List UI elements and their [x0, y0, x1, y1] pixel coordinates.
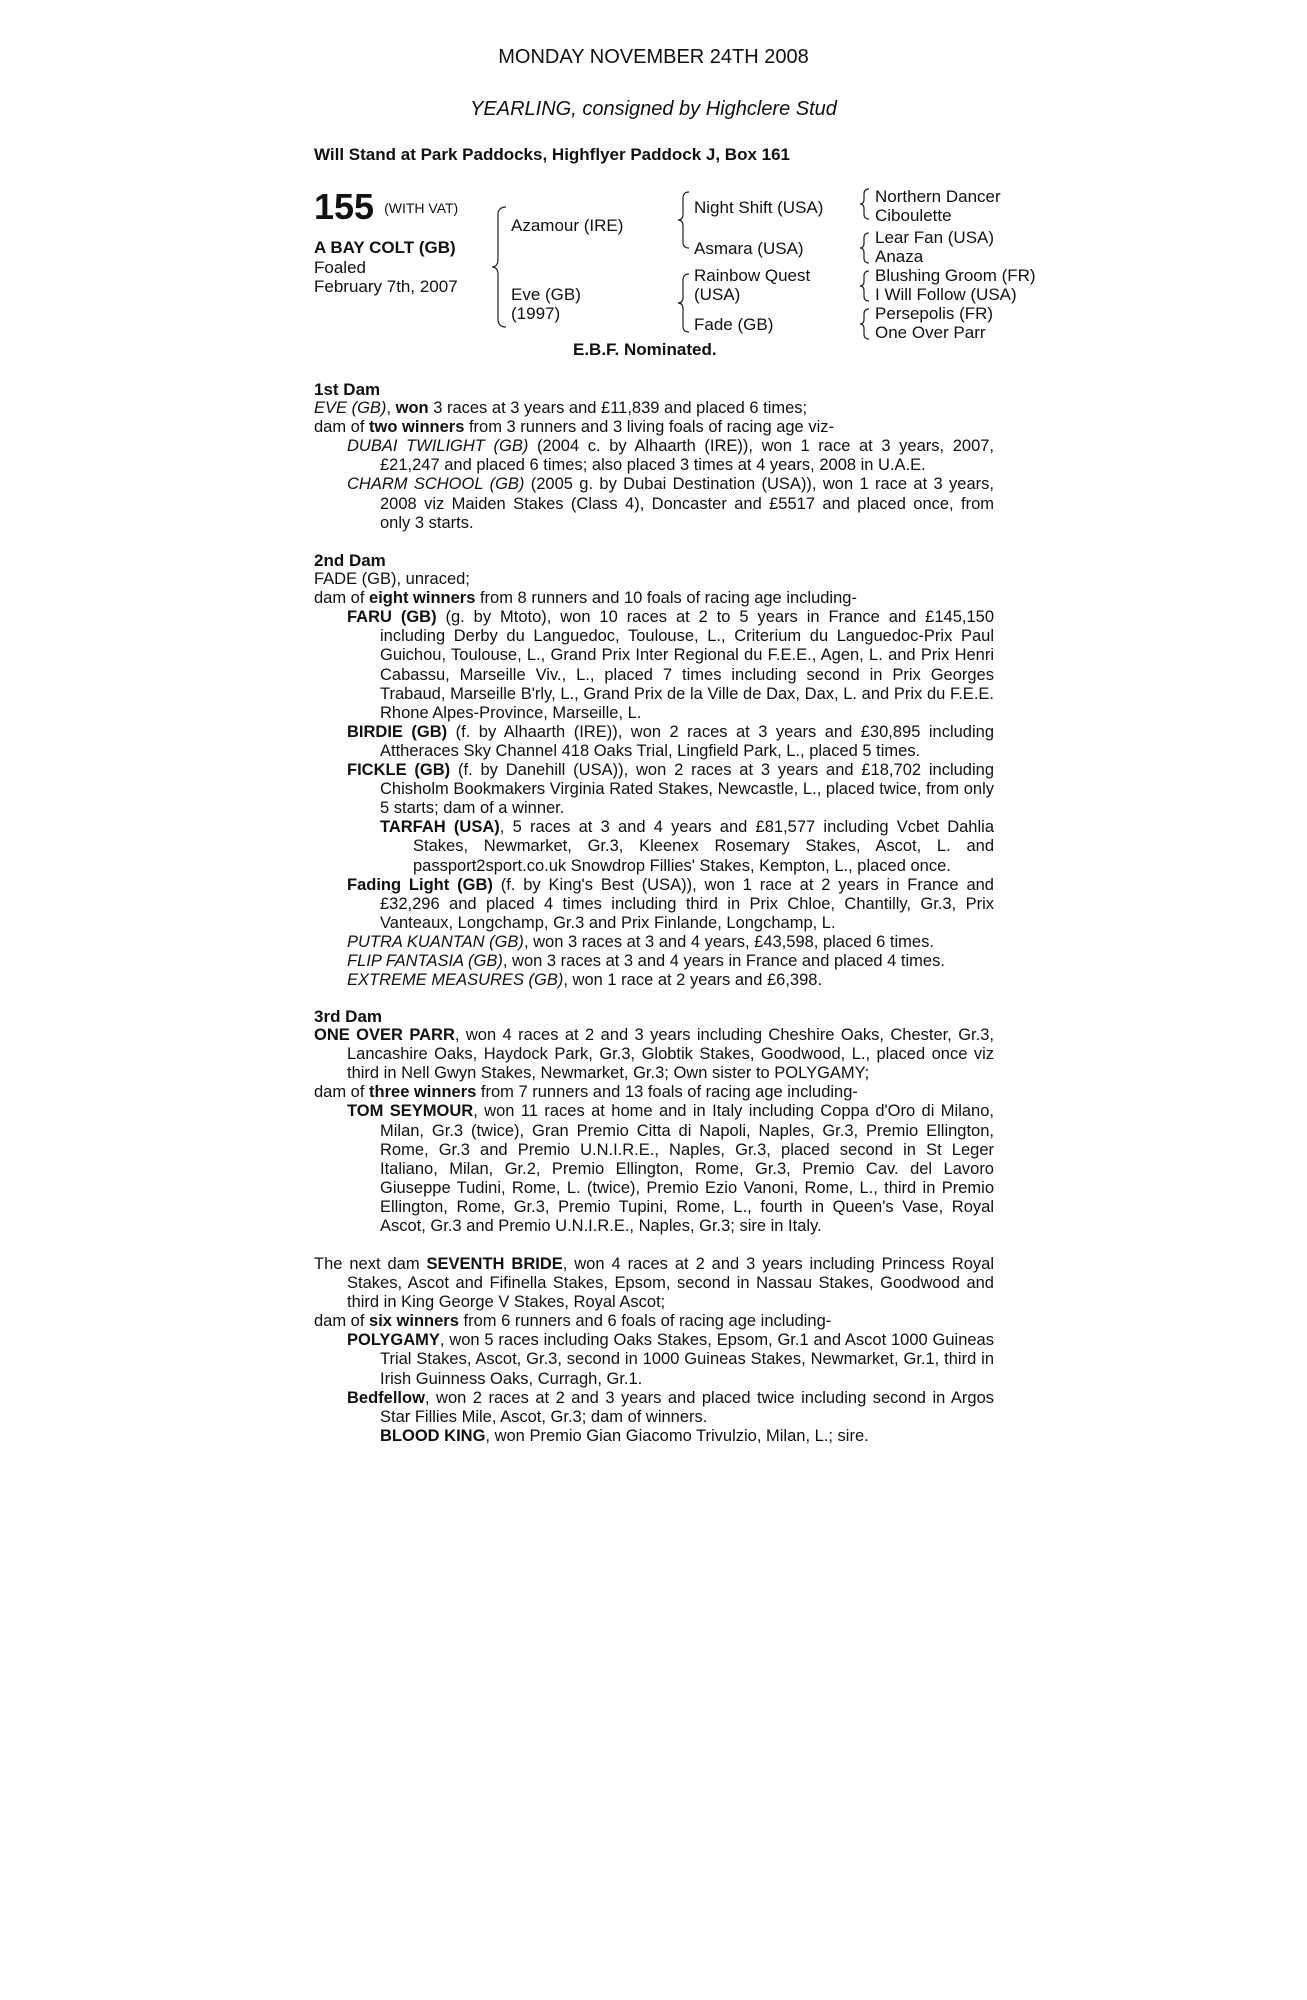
second-dam-section: [314, 551, 994, 990]
lot-number: 155 (WITH VAT): [314, 186, 459, 227]
pedigree-dds: Persepolis (FR): [875, 304, 994, 323]
vat-note: (WITH VAT): [384, 200, 459, 216]
pedigree-brace-ds: [858, 269, 872, 303]
foal-charm-school: CHARM SCHOOL (GB) (2005 g. by Dubai Destination (USA)), won 1 race at 3 years, 2008 viz Maiden Stakes (Class 4), Doncaster and £5517 and placed once, from only 3 starts.: [347, 475, 994, 532]
foal-dubai-twilight: DUBAI TWILIGHT (GB) (2004 c. by Alhaarth (IRE)), won 1 race at 3 years, 2007, £21,247 and placed 6 times; also placed 3 times at 4 years, 2008 in U.A.E.: [347, 437, 995, 475]
second-dam-heading: 2nd Dam: [314, 551, 386, 570]
third-dam-heading: 3rd Dam: [314, 1007, 383, 1026]
sale-date: MONDAY NOVEMBER 24TH 2008: [498, 46, 809, 68]
runner-polygamy: POLYGAMY, won 5 races including Oaks Stakes, Epsom, Gr.1 and Ascot 1000 Guineas Trial Stakes, Ascot, Gr.3, second in 1000 Guineas Stakes, Newmarket, Gr.1, third in Irish Guinness Oaks, Curragh, Gr.1.: [347, 1331, 994, 1388]
pedigree-brace-ss: [858, 187, 872, 221]
pedigree-brace-dam: [676, 272, 692, 334]
second-dam-record: FADE (GB), unraced;: [314, 570, 470, 589]
pedigree-sss: Northern Dancer: [875, 187, 1001, 206]
first-dam-produce: dam of two winners from 3 runners and 3 living foals of racing age viz-: [314, 418, 834, 437]
runner-extreme-measures: EXTREME MEASURES (GB), won 1 race at 2 years and £6,398.: [347, 971, 823, 990]
runner-fading-light: Fading Light (GB) (f. by King's Best (USA)), won 1 race at 2 years in France and £32,296 and placed 4 times including third in Prix Chloe, Chantilly, Gr.3, Prix Vanteaux, Longchamp, Gr.3 and Prix Finlande, Longchamp, L.: [347, 875, 994, 932]
runner-tarfah: TARFAH (USA), 5 races at 3 and 4 years and £81,577 including Vcbet Dahlia Stakes, Newmarket, Gr.3, Kleenex Rosemary Stakes, Ascot, L. and passport2sport.co.uk Snowdrop Fillies' Stakes, Kempton, L., placed once.: [380, 818, 994, 875]
runner-blood-king: BLOOD KING, won Premio Gian Giacomo Trivulzio, Milan, L.; sire.: [380, 1426, 869, 1445]
pedigree-dd: Fade (GB): [694, 315, 774, 334]
pedigree-ss: Night Shift (USA): [694, 198, 824, 217]
lot-name: A BAY COLT (GB): [314, 238, 456, 257]
first-dam-section: [314, 380, 994, 533]
pedigree-sd: Asmara (USA): [694, 239, 804, 258]
runner-putra-kuantan: PUTRA KUANTAN (GB), won 3 races at 3 and 4 years, £43,598, placed 6 times.: [347, 932, 934, 951]
ebf-nominated: E.B.F. Nominated.: [573, 340, 717, 359]
pedigree-brace-main: [490, 205, 510, 329]
pedigree-ssd: Ciboulette: [875, 206, 952, 225]
runner-faru: FARU (GB) (g. by Mtoto), won 10 races at 2 to 5 years in France and £145,150 including Derby du Languedoc, Toulouse, L., Criterium du Languedoc-Prix Paul Guichou, Toulouse, L., Grand Prix Inter Regional du F.E.E., Agen, L. and Prix Henri Cabassu, Marseille Viv., L., placed 7 times including second in Prix Georges Trabaud, Marseille B'rly, L., Grand Prix de la Ville de Dax, Dax, L. and Prix du F.E.E. Rhone Alpes-Province, Marseille, L.: [347, 608, 994, 722]
pedigree-ds-1: Rainbow Quest: [694, 266, 811, 285]
third-dam-produce: dam of three winners from 7 runners and 13 foals of racing age including-: [314, 1083, 858, 1102]
pedigree-sds: Lear Fan (USA): [875, 228, 995, 247]
pedigree-dss: Blushing Groom (FR): [875, 266, 1036, 285]
pedigree-dam-year: (1997): [511, 304, 561, 323]
first-dam-heading: 1st Dam: [314, 380, 381, 399]
consignment-line: YEARLING, consigned by Highclere Stud: [470, 98, 837, 120]
location-line: Will Stand at Park Paddocks, Highflyer Paddock J, Box 161: [314, 145, 790, 164]
pedigree-brace-sd: [858, 231, 872, 265]
pedigree-sire: Azamour (IRE): [511, 216, 624, 235]
pedigree-dsd: I Will Follow (USA): [875, 285, 1017, 304]
third-dam-record: ONE OVER PARR, won 4 races at 2 and 3 years including Cheshire Oaks, Chester, Gr.3, Lancashire Oaks, Haydock Park, Gr.3, Globtik Stakes, Goodwood, L., placed once viz third in Nell Gwyn Stakes, Newmarket, Gr.3; Own sister to POLYGAMY;: [314, 1026, 994, 1083]
first-dam-record: EVE (GB), won 3 races at 3 years and £11,839 and placed 6 times;: [314, 399, 808, 418]
runner-birdie: BIRDIE (GB) (f. by Alhaarth (IRE)), won 2 races at 3 years and £30,895 including Attheraces Sky Channel 418 Oaks Trial, Lingfield Park, L., placed 5 times.: [347, 722, 995, 760]
pedigree-dam: Eve (GB): [511, 285, 581, 304]
pedigree-ds-2: (USA): [694, 285, 741, 304]
next-dam-record: The next dam SEVENTH BRIDE, won 4 races at 2 and 3 years including Princess Royal Stakes, Ascot and Fifinella Stakes, Epsom, second in Nassau Stakes, Goodwood and third in King George V Stakes, Royal Ascot;: [314, 1255, 994, 1312]
runner-flip-fantasia: FLIP FANTASIA (GB), won 3 races at 3 and 4 years in France and placed 4 times.: [347, 951, 945, 970]
foaled-date: February 7th, 2007: [314, 277, 458, 296]
runner-tom-seymour: TOM SEYMOUR, won 11 races at home and in Italy including Coppa d'Oro di Milano, Milan, Gr.3 (twice), Gran Premio Citta di Napoli, Naples, Gr.3, Premio Ellington, Rome, Gr.3 and Premio U.N.I.R.E., Naples, Gr.3, placed second in St Leger Italiano, Milan, Gr.2, Premio Ellington, Rome, Gr.3, Premio Cav. del Lavoro Giuseppe Tudini, Rome, L. (twice), Premio Ezio Vanoni, Rome, L., third in Premio Ellington, Rome, Gr.3, Premio Tupini, Rome, L., fourth in Queen's Vase, Royal Ascot, Gr.3 and Premio U.N.I.R.E., Naples, Gr.3; sire in Italy.: [347, 1102, 994, 1236]
second-dam-produce: dam of eight winners from 8 runners and 10 foals of racing age including-: [314, 589, 857, 608]
next-dam-section: [314, 1255, 994, 1446]
pedigree-brace-dd: [858, 307, 872, 341]
pedigree-ddd: One Over Parr: [875, 323, 986, 342]
foaled-label: Foaled: [314, 258, 366, 277]
runner-fickle: FICKLE (GB) (f. by Danehill (USA)), won 2 races at 3 years and £18,702 including Chisholm Bookmakers Virginia Rated Stakes, Newcastle, L., placed twice, from only 5 starts; dam of a winner.: [347, 761, 994, 818]
runner-bedfellow: Bedfellow, won 2 races at 2 and 3 years and placed twice including second in Argos Star Fillies Mile, Ascot, Gr.3; dam of winners.: [347, 1388, 994, 1426]
pedigree-sdd: Anaza: [875, 247, 924, 266]
next-dam-produce: dam of six winners from 6 runners and 6 foals of racing age including-: [314, 1312, 832, 1331]
pedigree-brace-sire: [676, 190, 692, 250]
third-dam-section: [314, 1007, 994, 1236]
